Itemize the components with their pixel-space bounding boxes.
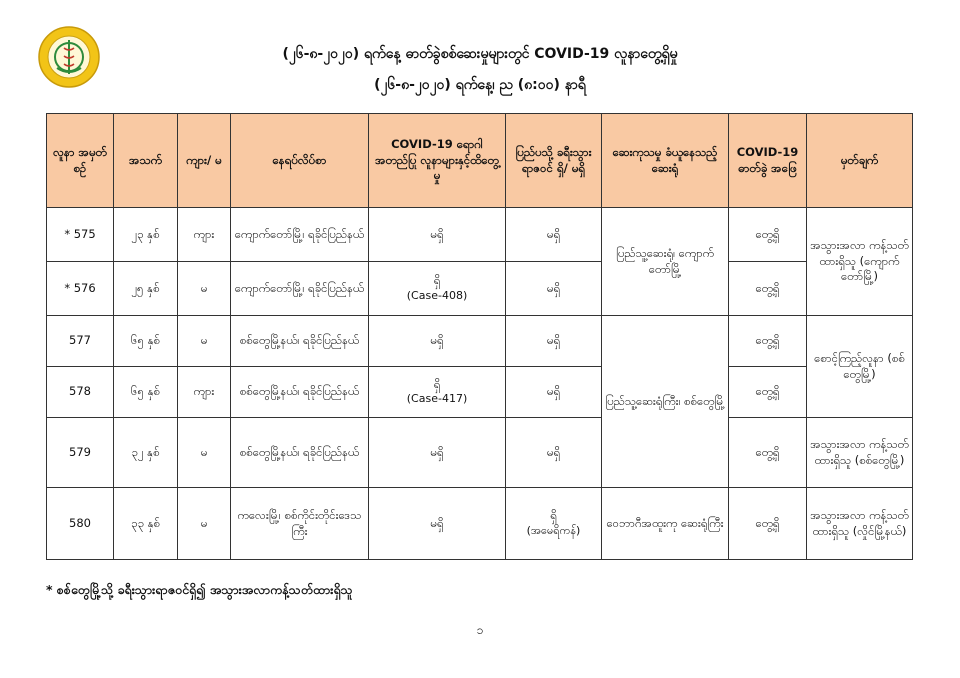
col-header-address: နေရပ်လိပ်စာ [231,114,369,208]
sex: မ [178,316,231,367]
contact-status: မရှိ [430,515,444,530]
result: တွေ့ရှိ [729,488,807,560]
travel: မရှိ [506,316,602,367]
result: တွေ့ရှိ [729,367,807,418]
table-row [47,367,913,418]
contact [369,316,506,367]
table-row [47,488,913,560]
remark: စောင့်ကြည့်လူနာ (စစ်တွေမြို့) [807,316,913,418]
age: ၃၂ နှစ် [114,418,178,488]
travel-country: (အမေရိကန်) [526,523,581,537]
table-row [47,262,913,316]
col-header-hospital: ဆေးကုသမှု ခံယူနေသည့် ဆေးရုံ [602,114,729,208]
sex: မ [178,262,231,316]
sex: ကျား [178,367,231,418]
contact [369,208,506,262]
remark: အသွားအလာ ကန့်သတ်ထားရှိသူ (စစ်တွေမြို့) [807,418,913,488]
age: ၆၅ နှစ် [114,367,178,418]
case-no: * 576 [47,262,114,316]
hospital: ပြည်သူ့ဆေးရုံ၊ ကျောက်တော်မြို့ [602,208,729,316]
contact-status: ရှိ [433,376,441,391]
sex: မ [178,488,231,560]
col-header-sex: ကျား/ မ [178,114,231,208]
age: ၃၃ နှစ် [114,488,178,560]
contact-status: မရှိ [430,333,444,348]
contact-status: မရှိ [430,226,444,241]
age: ၆၅ နှစ် [114,316,178,367]
sex: မ [178,418,231,488]
contact-status: ရှိ [433,273,441,288]
col-header-result: COVID-19 ဓာတ်ခွဲ အဖြေ [729,114,807,208]
case-no: 577 [47,316,114,367]
hospital: ပြည်သူ့ဆေးရုံကြီး၊ စစ်တွေမြို့ [602,316,729,488]
address: စစ်တွေမြို့နယ်၊ ရခိုင်ပြည်နယ် [231,316,369,367]
remark: အသွားအလာ ကန့်သတ်ထားရှိသူ (ကျောက်တော်မြို့) [807,208,913,316]
contact [369,367,506,418]
result: တွေ့ရှိ [729,316,807,367]
table-row [47,208,913,262]
travel: မရှိ [506,418,602,488]
result: တွေ့ရှိ [729,208,807,262]
footnote: * စစ်တွေမြို့သို့ ခရီးသွားရာဇဝင်ရှိ၍ အသွားအလာကန့်သတ်ထားရှိသူ [46,582,353,597]
result: တွေ့ရှိ [729,262,807,316]
address: ကျောက်တော်မြို့၊ ရခိုင်ပြည်နယ် [231,262,369,316]
page-subtitle: (၂၆-၈-၂၀၂၀) ရက်နေ့၊ ည (၈:၀၀) နာရီ [374,77,586,93]
age: ၂၅ နှစ် [114,262,178,316]
case-no: 579 [47,418,114,488]
contact [369,418,506,488]
col-header-case-no: လူနာ အမှတ် စဉ် [47,114,114,208]
travel [506,488,602,560]
case-no: 578 [47,367,114,418]
case-no: 580 [47,488,114,560]
covid-cases-table [46,113,913,560]
remark: အသွားအလာ ကန့်သတ်ထားရှိသူ (လှိုင်မြို့နယ်) [807,488,913,560]
contact-case: (Case-417) [406,392,468,406]
address: ကလေးမြို့၊ စစ်ကိုင်းတိုင်းဒေသကြီး [231,488,369,560]
hospital: ဝေဘာဂီအထူးကု ဆေးရုံကြီး [602,488,729,560]
contact [369,262,506,316]
result: တွေ့ရှိ [729,418,807,488]
contact [369,488,506,560]
travel: မရှိ [506,208,602,262]
col-header-travel: ပြည်ပသို့ ခရီးသွား ရာဇဝင် ရှိ/ မရှိ [506,114,602,208]
col-header-age: အသက် [114,114,178,208]
contact-status: မရှိ [430,444,444,459]
page-number: ၁ [476,623,484,637]
table-row [47,418,913,488]
sex: ကျား [178,208,231,262]
table-row [47,316,913,367]
address: စစ်တွေမြို့နယ်၊ ရခိုင်ပြည်နယ် [231,418,369,488]
age: ၂၃ နှစ် [114,208,178,262]
address: စစ်တွေမြို့နယ်၊ ရခိုင်ပြည်နယ် [231,367,369,418]
page-title: (၂၆-၈-၂၀၂၀) ရက်နေ့ ဓာတ်ခွဲစစ်ဆေးမှုများတွင် COVID-19 လူနာတွေ့ရှိမှု [282,46,678,62]
address: ကျောက်တော်မြို့၊ ရခိုင်ပြည်နယ် [231,208,369,262]
col-header-remark: မှတ်ချက် [807,114,913,208]
col-header-contact: COVID-19 ရောဂါ အတည်ပြု လူနာများနှင့်ထိတွေ့မှု [369,114,506,208]
case-no: * 575 [47,208,114,262]
table-header-row [47,114,913,208]
travel: မရှိ [506,367,602,418]
travel: မရှိ [506,262,602,316]
travel-status: ရှိ [550,508,557,523]
contact-case: (Case-408) [406,288,468,302]
